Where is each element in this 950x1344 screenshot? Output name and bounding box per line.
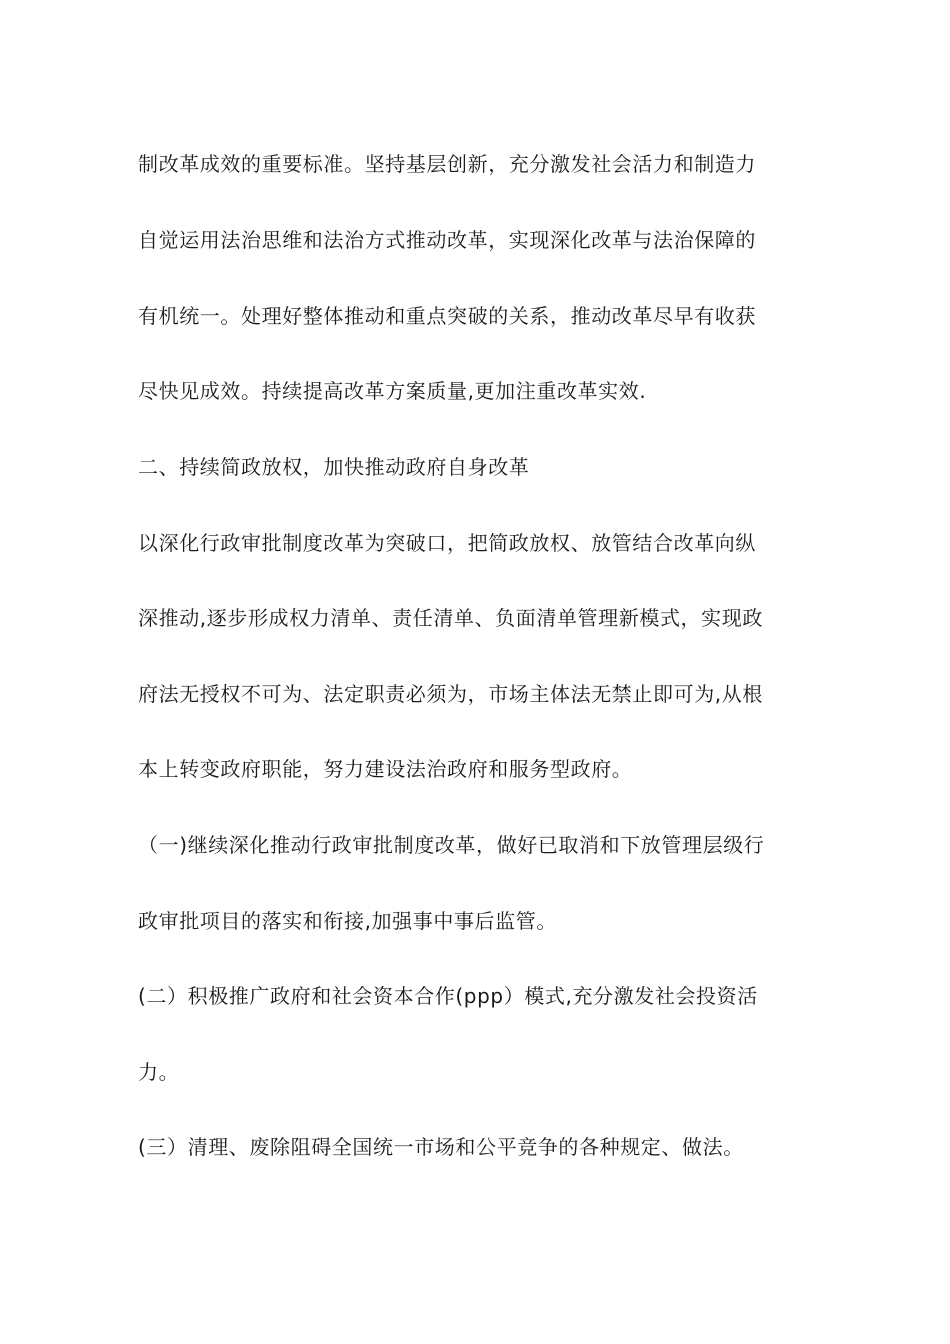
paragraph-line: 有机统一。处理好整体推动和重点突破的关系，推动改革尽早有收获 bbox=[138, 304, 756, 328]
list-item-line: 政审批项目的落实和衔接,加强事中事后监管。 bbox=[138, 909, 557, 933]
paragraph-line: 尽快见成效。持续提高改革方案质量,更加注重改革实效. bbox=[138, 379, 647, 403]
paragraph-line: 本上转变政府职能，努力建设法治政府和服务型政府。 bbox=[138, 757, 633, 781]
paragraph-line: 深推动,逐步形成权力清单、责任清单、负面清单管理新模式，实现政 bbox=[138, 606, 763, 630]
paragraph-line: 制改革成效的重要标准。坚持基层创新，充分激发社会活力和制造力 bbox=[138, 152, 756, 176]
section-heading: 二、持续简政放权，加快推动政府自身改革 bbox=[138, 455, 530, 479]
paragraph-line: 自觉运用法治思维和法治方式推动改革，实现深化改革与法治保障的 bbox=[138, 228, 756, 252]
paragraph-line: 府法无授权不可为、法定职责必须为，市场主体法无禁止即可为,从根 bbox=[138, 682, 763, 706]
list-item-line: 力。 bbox=[138, 1060, 180, 1084]
paragraph-line: 以深化行政审批制度改革为突破口，把简政放权、放管结合改革向纵 bbox=[138, 531, 756, 555]
list-item-line: (三）清理、废除阻碍全国统一市场和公平竞争的各种规定、做法。 bbox=[138, 1135, 744, 1159]
list-item-line: (二）积极推广政府和社会资本合作(ppp）模式,充分激发社会投资活 bbox=[138, 984, 758, 1008]
list-item-line: （一)继续深化推动行政审批制度改革，做好已取消和下放管理层级行 bbox=[138, 833, 765, 857]
